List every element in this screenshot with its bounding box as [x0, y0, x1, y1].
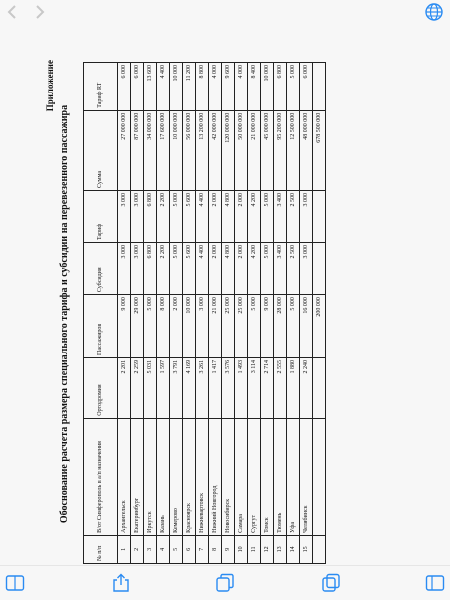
- table-cell: Уфа: [287, 418, 300, 535]
- table-cell: 3 000: [131, 243, 144, 295]
- table-cell: 2 200: [157, 191, 170, 243]
- table-cell: Архангельск: [118, 418, 131, 535]
- table-cell: 10 000: [261, 63, 274, 111]
- table-cell: 48 000 000: [300, 110, 313, 190]
- table-cell: 5 000: [287, 295, 300, 358]
- tabs-button[interactable]: [214, 572, 236, 594]
- table-cell: 4 000: [235, 63, 248, 111]
- table-row: [118, 63, 131, 564]
- table-cell: 45 000 000: [261, 110, 274, 190]
- table-cell: 1 880: [287, 357, 300, 418]
- table-cell: 2 000: [235, 243, 248, 295]
- table-cell: 2 000: [209, 243, 222, 295]
- table-cell: Иркутск: [144, 418, 157, 535]
- table-cell: 3 400: [274, 191, 287, 243]
- table-cell: 2 000: [170, 295, 183, 358]
- table-cell: 10: [235, 535, 248, 563]
- table-cell: 42 000 000: [209, 110, 222, 190]
- table-cell: 5 000: [170, 191, 183, 243]
- copy-button[interactable]: [320, 572, 342, 594]
- column-header: Субсидия: [84, 243, 118, 295]
- table-row: [261, 63, 274, 564]
- table-cell: 2 201: [118, 357, 131, 418]
- table-row: [183, 63, 196, 564]
- table-cell: Самара: [235, 418, 248, 535]
- table-row: [131, 63, 144, 564]
- table-cell: 4 400: [157, 63, 170, 111]
- table-cell: 9: [222, 535, 235, 563]
- table-cell: 3 114: [248, 357, 261, 418]
- table-cell: 2 200: [157, 243, 170, 295]
- table-cell: 3 576: [222, 357, 235, 418]
- table-cell: 21 000: [209, 295, 222, 358]
- chevron-left-icon: [7, 4, 17, 20]
- table-cell: 14: [287, 535, 300, 563]
- table-cell: 4 400: [196, 191, 209, 243]
- column-header: Тариф: [84, 191, 118, 243]
- table-cell: 9 600: [222, 63, 235, 111]
- table-cell: 5 600: [183, 191, 196, 243]
- table-cell: 8 000: [157, 295, 170, 358]
- table-cell: 2 500: [287, 191, 300, 243]
- table-cell: 3 000: [118, 243, 131, 295]
- total-passengers: 200 000: [313, 295, 326, 358]
- table-cell: 12 500 000: [287, 110, 300, 190]
- table-cell: 5 031: [144, 357, 157, 418]
- table-cell: 6: [183, 535, 196, 563]
- document-page: [45, 54, 405, 574]
- total-sum: 678 500 000: [313, 110, 326, 190]
- table-cell: 6 000: [118, 63, 131, 111]
- globe-icon: [424, 2, 444, 22]
- table-cell: 50 000 000: [235, 110, 248, 190]
- tariff-table: [83, 62, 326, 564]
- table-cell: 5 000: [261, 191, 274, 243]
- table-cell: 5 000: [170, 243, 183, 295]
- table-row: [248, 63, 261, 564]
- table-cell: 87 000 000: [131, 110, 144, 190]
- table-cell: 1 417: [209, 357, 222, 418]
- table-cell: 25 000: [235, 295, 248, 358]
- table-cell: Челябинск: [300, 418, 313, 535]
- column-header: Пассажиров: [84, 295, 118, 358]
- table-cell: 2 000: [235, 191, 248, 243]
- table-cell: 3 000: [131, 191, 144, 243]
- table-cell: 16 000: [300, 295, 313, 358]
- table-cell: 2 259: [131, 357, 144, 418]
- table-cell: Сургут: [248, 418, 261, 535]
- table-header-row: [84, 63, 118, 564]
- share-icon: [112, 573, 130, 593]
- column-header: № п/п: [84, 535, 118, 563]
- chevron-right-icon: [35, 4, 45, 20]
- table-cell: Томск: [261, 418, 274, 535]
- table-cell: 2 240: [300, 357, 313, 418]
- table-cell: Тюмень: [274, 418, 287, 535]
- table-cell: 2 500: [287, 243, 300, 295]
- table-cell: 2 555: [274, 357, 287, 418]
- table-row: [274, 63, 287, 564]
- table-cell: 29 000: [131, 295, 144, 358]
- table-cell: 95 200 000: [274, 110, 287, 190]
- table-cell: 3 400: [274, 243, 287, 295]
- table-row: [157, 63, 170, 564]
- table-cell: 9 000: [261, 295, 274, 358]
- table-cell: 10 000: [170, 63, 183, 111]
- table-cell: 3 000: [118, 191, 131, 243]
- table-cell: Нижний Новгород: [209, 418, 222, 535]
- table-cell: Кемерово: [170, 418, 183, 535]
- table-cell: Нижневартовск: [196, 418, 209, 535]
- table-cell: 6 800: [144, 243, 157, 295]
- table-cell: 4 800: [222, 243, 235, 295]
- table-cell: 27 000 000: [118, 110, 131, 190]
- table-cell: 13: [274, 535, 287, 563]
- table-cell: 28 000: [274, 295, 287, 358]
- table-row: [300, 63, 313, 564]
- table-cell: 13 600: [144, 63, 157, 111]
- bottom-toolbar: [0, 565, 450, 600]
- table-cell: 3 000: [300, 243, 313, 295]
- table-cell: 8 400: [248, 63, 261, 111]
- table-cell: 6 800: [274, 63, 287, 111]
- table-cell: Казань: [157, 418, 170, 535]
- share-button[interactable]: [110, 572, 132, 594]
- sidebar-button[interactable]: [424, 572, 446, 594]
- table-total-row: [313, 63, 326, 564]
- table-cell: 1: [118, 535, 131, 563]
- table-cell: 4 000: [209, 63, 222, 111]
- table-cell: 120 000 000: [222, 110, 235, 190]
- table-cell: 13 200 000: [196, 110, 209, 190]
- table-cell: Екатеринбург: [131, 418, 144, 535]
- table-cell: 6 800: [144, 191, 157, 243]
- table-cell: 3 000: [196, 295, 209, 358]
- table-row: [222, 63, 235, 564]
- table-row: [287, 63, 300, 564]
- tabs-icon: [215, 573, 235, 593]
- table-cell: 12: [261, 535, 274, 563]
- table-cell: 4: [157, 535, 170, 563]
- copy-icon: [321, 573, 341, 593]
- table-cell: 4 200: [248, 191, 261, 243]
- table-cell: 5 000: [144, 295, 157, 358]
- table-cell: 15: [300, 535, 313, 563]
- table-row: [144, 63, 157, 564]
- table-cell: 17 600 000: [157, 110, 170, 190]
- reader-button[interactable]: [4, 572, 26, 594]
- table-cell: 5 000: [261, 243, 274, 295]
- table-cell: 2 000: [209, 191, 222, 243]
- column-header: Ортодромия: [84, 357, 118, 418]
- table-cell: 4 200: [248, 243, 261, 295]
- table-cell: 4 800: [222, 191, 235, 243]
- table-cell: 8 800: [196, 63, 209, 111]
- table-cell: 5 000: [287, 63, 300, 111]
- book-icon: [5, 574, 25, 592]
- column-header: Сумма: [84, 110, 118, 190]
- table-row: [196, 63, 209, 564]
- column-header: В/от Симферополь в а/п назначения: [84, 418, 118, 535]
- table-cell: 56 000 000: [183, 110, 196, 190]
- table-cell: 3 261: [196, 357, 209, 418]
- table-cell: 1 493: [235, 357, 248, 418]
- table-cell: 8: [209, 535, 222, 563]
- table-cell: Красноярск: [183, 418, 196, 535]
- table-cell: 25 000: [222, 295, 235, 358]
- table-cell: Новосибирск: [222, 418, 235, 535]
- table-cell: 5 600: [183, 243, 196, 295]
- table-row: [235, 63, 248, 564]
- table-cell: 21 000 000: [248, 110, 261, 190]
- back-button[interactable]: [2, 2, 22, 22]
- document-title: Обоснование расчета размера специального тарифа и субсидии на перевезенного пассажира: [59, 104, 70, 524]
- table-cell: 10 000 000: [170, 110, 183, 190]
- table-cell: 7: [196, 535, 209, 563]
- table-cell: 11: [248, 535, 261, 563]
- table-row: [209, 63, 222, 564]
- forward-button[interactable]: [30, 2, 50, 22]
- document-viewer[interactable]: [0, 24, 450, 564]
- translate-button[interactable]: [424, 2, 444, 22]
- sidebar-icon: [425, 574, 445, 592]
- table-cell: 3 791: [170, 357, 183, 418]
- table-cell: 6 000: [300, 63, 313, 111]
- appendix-label: Приложение: [45, 60, 55, 112]
- table-row: [170, 63, 183, 564]
- table-cell: 10 000: [183, 295, 196, 358]
- table-cell: 9 000: [118, 295, 131, 358]
- top-toolbar: [0, 0, 450, 24]
- table-cell: 3: [144, 535, 157, 563]
- table-cell: 34 000 000: [144, 110, 157, 190]
- table-cell: 1 597: [157, 357, 170, 418]
- table-cell: 11 200: [183, 63, 196, 111]
- table-cell: 2 714: [261, 357, 274, 418]
- table-cell: 2: [131, 535, 144, 563]
- table-cell: 4 400: [196, 243, 209, 295]
- table-cell: 6 000: [131, 63, 144, 111]
- column-header: Тариф RT: [84, 63, 118, 111]
- table-cell: 5 000: [248, 295, 261, 358]
- table-cell: 5: [170, 535, 183, 563]
- table-cell: 4 169: [183, 357, 196, 418]
- table-cell: 3 000: [300, 191, 313, 243]
